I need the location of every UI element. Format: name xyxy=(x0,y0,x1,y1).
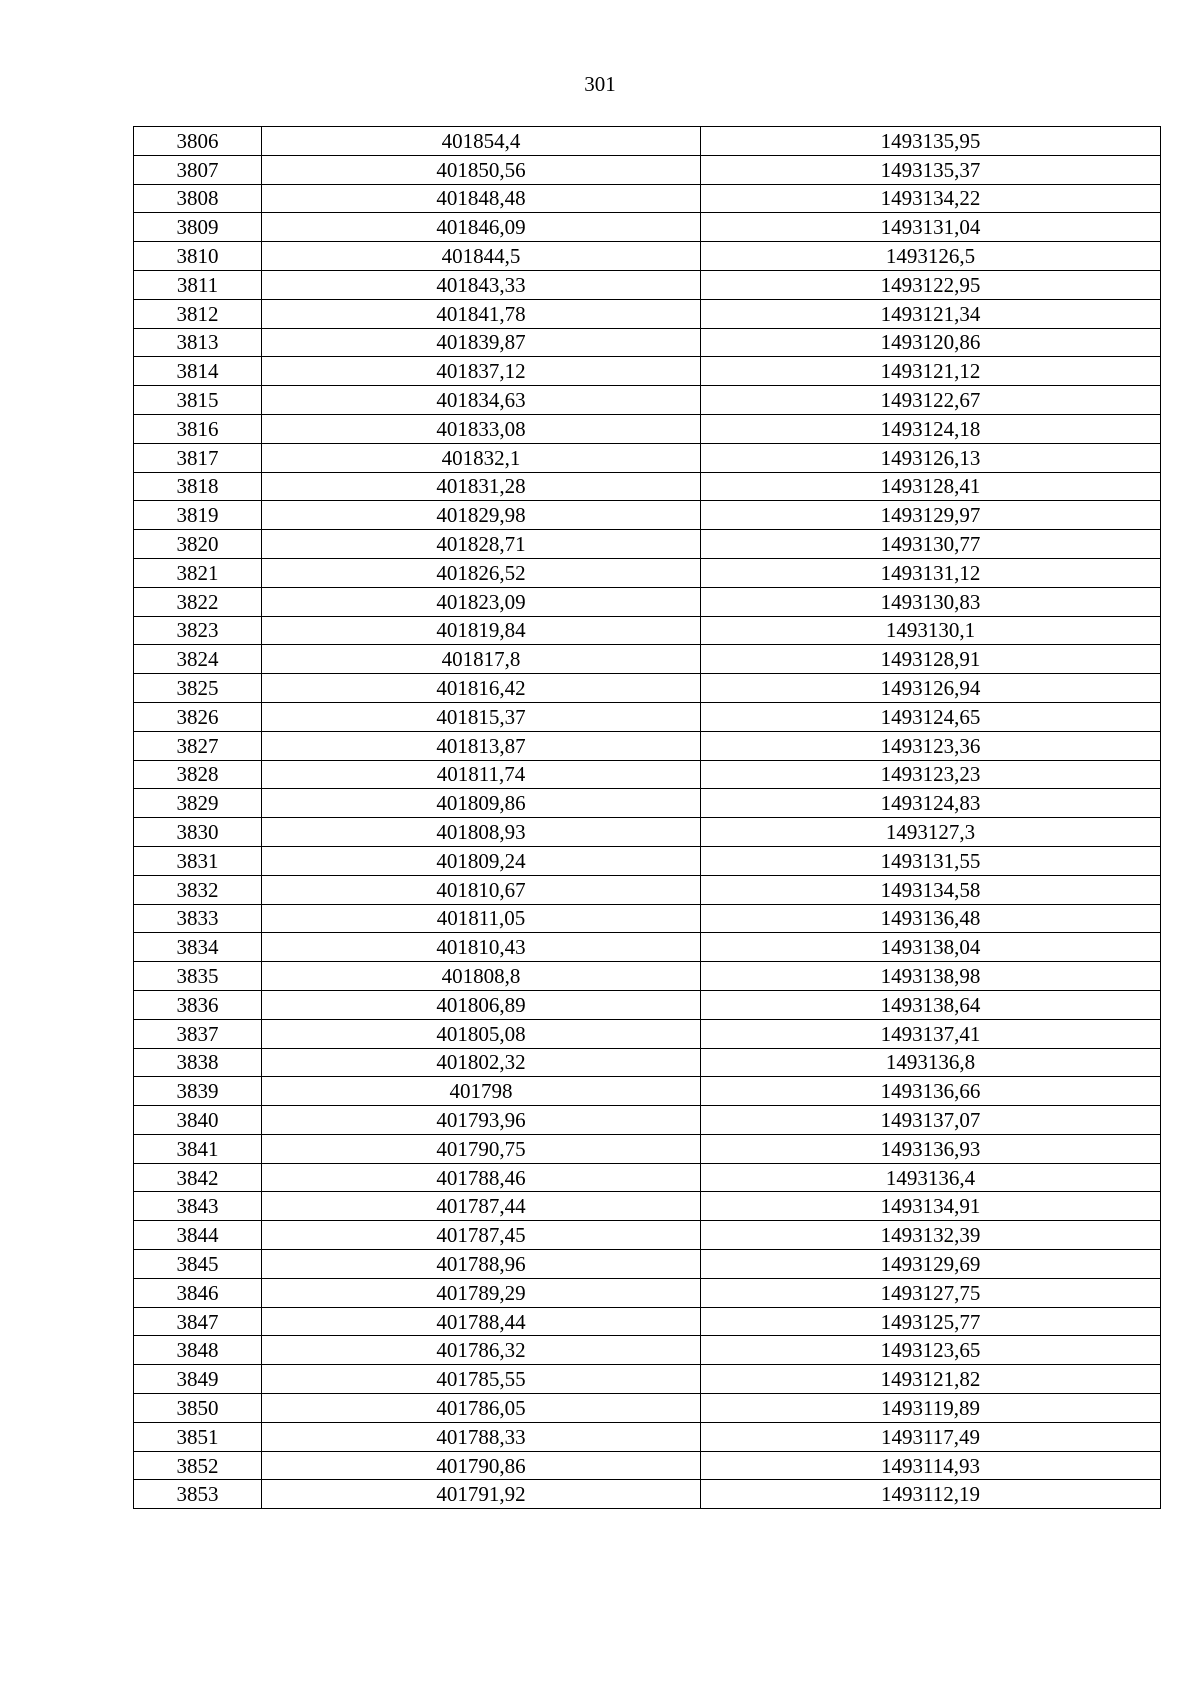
point-number-cell: 3846 xyxy=(134,1278,262,1307)
x-coordinate-cell: 401846,09 xyxy=(262,213,701,242)
table-row xyxy=(134,1278,1161,1307)
point-number-cell: 3852 xyxy=(134,1451,262,1480)
point-number-cell: 3828 xyxy=(134,760,262,789)
point-number-cell: 3810 xyxy=(134,242,262,271)
x-coordinate-cell: 401787,44 xyxy=(262,1192,701,1221)
table-row xyxy=(134,1480,1161,1509)
table-row xyxy=(134,472,1161,501)
x-coordinate-cell: 401826,52 xyxy=(262,558,701,587)
x-coordinate-cell: 401810,67 xyxy=(262,875,701,904)
point-number-cell: 3830 xyxy=(134,818,262,847)
point-number-cell: 3843 xyxy=(134,1192,262,1221)
y-coordinate-cell: 1493123,23 xyxy=(701,760,1161,789)
x-coordinate-cell: 401806,89 xyxy=(262,990,701,1019)
y-coordinate-cell: 1493120,86 xyxy=(701,328,1161,357)
point-number-cell: 3819 xyxy=(134,501,262,530)
x-coordinate-cell: 401817,8 xyxy=(262,645,701,674)
x-coordinate-cell: 401789,29 xyxy=(262,1278,701,1307)
point-number-cell: 3809 xyxy=(134,213,262,242)
x-coordinate-cell: 401785,55 xyxy=(262,1365,701,1394)
x-coordinate-cell: 401837,12 xyxy=(262,357,701,386)
y-coordinate-cell: 1493136,48 xyxy=(701,904,1161,933)
table-row xyxy=(134,933,1161,962)
table-row xyxy=(134,386,1161,415)
point-number-cell: 3823 xyxy=(134,616,262,645)
point-number-cell: 3847 xyxy=(134,1307,262,1336)
point-number-cell: 3836 xyxy=(134,990,262,1019)
x-coordinate-cell: 401786,05 xyxy=(262,1394,701,1423)
table-row xyxy=(134,990,1161,1019)
point-number-cell: 3835 xyxy=(134,962,262,991)
y-coordinate-cell: 1493137,07 xyxy=(701,1106,1161,1135)
y-coordinate-cell: 1493117,49 xyxy=(701,1422,1161,1451)
y-coordinate-cell: 1493119,89 xyxy=(701,1394,1161,1423)
y-coordinate-cell: 1493130,77 xyxy=(701,530,1161,559)
x-coordinate-cell: 401850,56 xyxy=(262,155,701,184)
table-row xyxy=(134,962,1161,991)
y-coordinate-cell: 1493135,95 xyxy=(701,127,1161,156)
coordinates-table-body xyxy=(134,127,1161,1509)
table-row xyxy=(134,270,1161,299)
y-coordinate-cell: 1493138,04 xyxy=(701,933,1161,962)
x-coordinate-cell: 401808,8 xyxy=(262,962,701,991)
y-coordinate-cell: 1493112,19 xyxy=(701,1480,1161,1509)
x-coordinate-cell: 401854,4 xyxy=(262,127,701,156)
x-coordinate-cell: 401805,08 xyxy=(262,1019,701,1048)
x-coordinate-cell: 401843,33 xyxy=(262,270,701,299)
y-coordinate-cell: 1493136,4 xyxy=(701,1163,1161,1192)
x-coordinate-cell: 401844,5 xyxy=(262,242,701,271)
table-row xyxy=(134,530,1161,559)
table-row xyxy=(134,1221,1161,1250)
table-row xyxy=(134,616,1161,645)
x-coordinate-cell: 401832,1 xyxy=(262,443,701,472)
point-number-cell: 3827 xyxy=(134,731,262,760)
y-coordinate-cell: 1493124,83 xyxy=(701,789,1161,818)
point-number-cell: 3821 xyxy=(134,558,262,587)
table-row xyxy=(134,1365,1161,1394)
table-row xyxy=(134,1192,1161,1221)
y-coordinate-cell: 1493129,69 xyxy=(701,1250,1161,1279)
y-coordinate-cell: 1493121,82 xyxy=(701,1365,1161,1394)
y-coordinate-cell: 1493128,91 xyxy=(701,645,1161,674)
point-number-cell: 3818 xyxy=(134,472,262,501)
table-row xyxy=(134,674,1161,703)
point-number-cell: 3840 xyxy=(134,1106,262,1135)
x-coordinate-cell: 401810,43 xyxy=(262,933,701,962)
table-row xyxy=(134,1422,1161,1451)
y-coordinate-cell: 1493121,34 xyxy=(701,299,1161,328)
table-row xyxy=(134,299,1161,328)
y-coordinate-cell: 1493128,41 xyxy=(701,472,1161,501)
point-number-cell: 3813 xyxy=(134,328,262,357)
x-coordinate-cell: 401809,86 xyxy=(262,789,701,818)
point-number-cell: 3837 xyxy=(134,1019,262,1048)
y-coordinate-cell: 1493134,58 xyxy=(701,875,1161,904)
x-coordinate-cell: 401813,87 xyxy=(262,731,701,760)
table-row xyxy=(134,1134,1161,1163)
point-number-cell: 3841 xyxy=(134,1134,262,1163)
point-number-cell: 3806 xyxy=(134,127,262,156)
y-coordinate-cell: 1493121,12 xyxy=(701,357,1161,386)
table-row xyxy=(134,1048,1161,1077)
table-row xyxy=(134,760,1161,789)
point-number-cell: 3834 xyxy=(134,933,262,962)
y-coordinate-cell: 1493122,67 xyxy=(701,386,1161,415)
y-coordinate-cell: 1493124,18 xyxy=(701,414,1161,443)
point-number-cell: 3853 xyxy=(134,1480,262,1509)
table-row xyxy=(134,357,1161,386)
y-coordinate-cell: 1493136,66 xyxy=(701,1077,1161,1106)
table-row xyxy=(134,789,1161,818)
point-number-cell: 3850 xyxy=(134,1394,262,1423)
y-coordinate-cell: 1493134,22 xyxy=(701,184,1161,213)
x-coordinate-cell: 401787,45 xyxy=(262,1221,701,1250)
table-row xyxy=(134,155,1161,184)
point-number-cell: 3817 xyxy=(134,443,262,472)
x-coordinate-cell: 401819,84 xyxy=(262,616,701,645)
table-row xyxy=(134,875,1161,904)
x-coordinate-cell: 401811,74 xyxy=(262,760,701,789)
point-number-cell: 3842 xyxy=(134,1163,262,1192)
point-number-cell: 3808 xyxy=(134,184,262,213)
table-row xyxy=(134,1336,1161,1365)
y-coordinate-cell: 1493132,39 xyxy=(701,1221,1161,1250)
x-coordinate-cell: 401834,63 xyxy=(262,386,701,415)
table-row xyxy=(134,1307,1161,1336)
y-coordinate-cell: 1493125,77 xyxy=(701,1307,1161,1336)
y-coordinate-cell: 1493127,3 xyxy=(701,818,1161,847)
y-coordinate-cell: 1493123,36 xyxy=(701,731,1161,760)
table-row xyxy=(134,904,1161,933)
point-number-cell: 3849 xyxy=(134,1365,262,1394)
x-coordinate-cell: 401815,37 xyxy=(262,702,701,731)
point-number-cell: 3815 xyxy=(134,386,262,415)
table-row xyxy=(134,184,1161,213)
y-coordinate-cell: 1493131,04 xyxy=(701,213,1161,242)
y-coordinate-cell: 1493131,55 xyxy=(701,846,1161,875)
x-coordinate-cell: 401811,05 xyxy=(262,904,701,933)
page-number: 301 xyxy=(584,72,616,96)
y-coordinate-cell: 1493131,12 xyxy=(701,558,1161,587)
table-row xyxy=(134,818,1161,847)
x-coordinate-cell: 401793,96 xyxy=(262,1106,701,1135)
table-row xyxy=(134,501,1161,530)
point-number-cell: 3832 xyxy=(134,875,262,904)
y-coordinate-cell: 1493124,65 xyxy=(701,702,1161,731)
x-coordinate-cell: 401823,09 xyxy=(262,587,701,616)
point-number-cell: 3833 xyxy=(134,904,262,933)
point-number-cell: 3839 xyxy=(134,1077,262,1106)
point-number-cell: 3838 xyxy=(134,1048,262,1077)
table-row xyxy=(134,1451,1161,1480)
x-coordinate-cell: 401848,48 xyxy=(262,184,701,213)
y-coordinate-cell: 1493138,64 xyxy=(701,990,1161,1019)
point-number-cell: 3824 xyxy=(134,645,262,674)
y-coordinate-cell: 1493126,5 xyxy=(701,242,1161,271)
table-row xyxy=(134,1163,1161,1192)
x-coordinate-cell: 401841,78 xyxy=(262,299,701,328)
y-coordinate-cell: 1493129,97 xyxy=(701,501,1161,530)
point-number-cell: 3831 xyxy=(134,846,262,875)
point-number-cell: 3851 xyxy=(134,1422,262,1451)
table-row xyxy=(134,702,1161,731)
x-coordinate-cell: 401833,08 xyxy=(262,414,701,443)
coordinates-table xyxy=(133,126,1161,1509)
y-coordinate-cell: 1493136,8 xyxy=(701,1048,1161,1077)
table-row xyxy=(134,1077,1161,1106)
x-coordinate-cell: 401790,75 xyxy=(262,1134,701,1163)
table-row xyxy=(134,213,1161,242)
point-number-cell: 3845 xyxy=(134,1250,262,1279)
y-coordinate-cell: 1493114,93 xyxy=(701,1451,1161,1480)
y-coordinate-cell: 1493130,1 xyxy=(701,616,1161,645)
x-coordinate-cell: 401788,96 xyxy=(262,1250,701,1279)
x-coordinate-cell: 401798 xyxy=(262,1077,701,1106)
x-coordinate-cell: 401829,98 xyxy=(262,501,701,530)
x-coordinate-cell: 401788,46 xyxy=(262,1163,701,1192)
table-row xyxy=(134,587,1161,616)
y-coordinate-cell: 1493138,98 xyxy=(701,962,1161,991)
x-coordinate-cell: 401788,33 xyxy=(262,1422,701,1451)
table-row xyxy=(134,443,1161,472)
x-coordinate-cell: 401808,93 xyxy=(262,818,701,847)
x-coordinate-cell: 401791,92 xyxy=(262,1480,701,1509)
table-row xyxy=(134,1106,1161,1135)
x-coordinate-cell: 401790,86 xyxy=(262,1451,701,1480)
point-number-cell: 3825 xyxy=(134,674,262,703)
x-coordinate-cell: 401786,32 xyxy=(262,1336,701,1365)
table-row xyxy=(134,645,1161,674)
point-number-cell: 3811 xyxy=(134,270,262,299)
point-number-cell: 3820 xyxy=(134,530,262,559)
y-coordinate-cell: 1493126,94 xyxy=(701,674,1161,703)
point-number-cell: 3826 xyxy=(134,702,262,731)
table-row xyxy=(134,1394,1161,1423)
point-number-cell: 3848 xyxy=(134,1336,262,1365)
point-number-cell: 3822 xyxy=(134,587,262,616)
x-coordinate-cell: 401828,71 xyxy=(262,530,701,559)
point-number-cell: 3829 xyxy=(134,789,262,818)
table-row xyxy=(134,1250,1161,1279)
x-coordinate-cell: 401839,87 xyxy=(262,328,701,357)
y-coordinate-cell: 1493137,41 xyxy=(701,1019,1161,1048)
y-coordinate-cell: 1493127,75 xyxy=(701,1278,1161,1307)
y-coordinate-cell: 1493123,65 xyxy=(701,1336,1161,1365)
table-row xyxy=(134,242,1161,271)
x-coordinate-cell: 401816,42 xyxy=(262,674,701,703)
y-coordinate-cell: 1493126,13 xyxy=(701,443,1161,472)
y-coordinate-cell: 1493130,83 xyxy=(701,587,1161,616)
point-number-cell: 3814 xyxy=(134,357,262,386)
point-number-cell: 3816 xyxy=(134,414,262,443)
table-row xyxy=(134,1019,1161,1048)
x-coordinate-cell: 401802,32 xyxy=(262,1048,701,1077)
x-coordinate-cell: 401788,44 xyxy=(262,1307,701,1336)
table-row xyxy=(134,846,1161,875)
table-row xyxy=(134,414,1161,443)
table-row xyxy=(134,328,1161,357)
x-coordinate-cell: 401831,28 xyxy=(262,472,701,501)
point-number-cell: 3807 xyxy=(134,155,262,184)
point-number-cell: 3812 xyxy=(134,299,262,328)
table-row xyxy=(134,127,1161,156)
point-number-cell: 3844 xyxy=(134,1221,262,1250)
y-coordinate-cell: 1493122,95 xyxy=(701,270,1161,299)
x-coordinate-cell: 401809,24 xyxy=(262,846,701,875)
y-coordinate-cell: 1493136,93 xyxy=(701,1134,1161,1163)
y-coordinate-cell: 1493135,37 xyxy=(701,155,1161,184)
y-coordinate-cell: 1493134,91 xyxy=(701,1192,1161,1221)
table-row xyxy=(134,558,1161,587)
table-row xyxy=(134,731,1161,760)
